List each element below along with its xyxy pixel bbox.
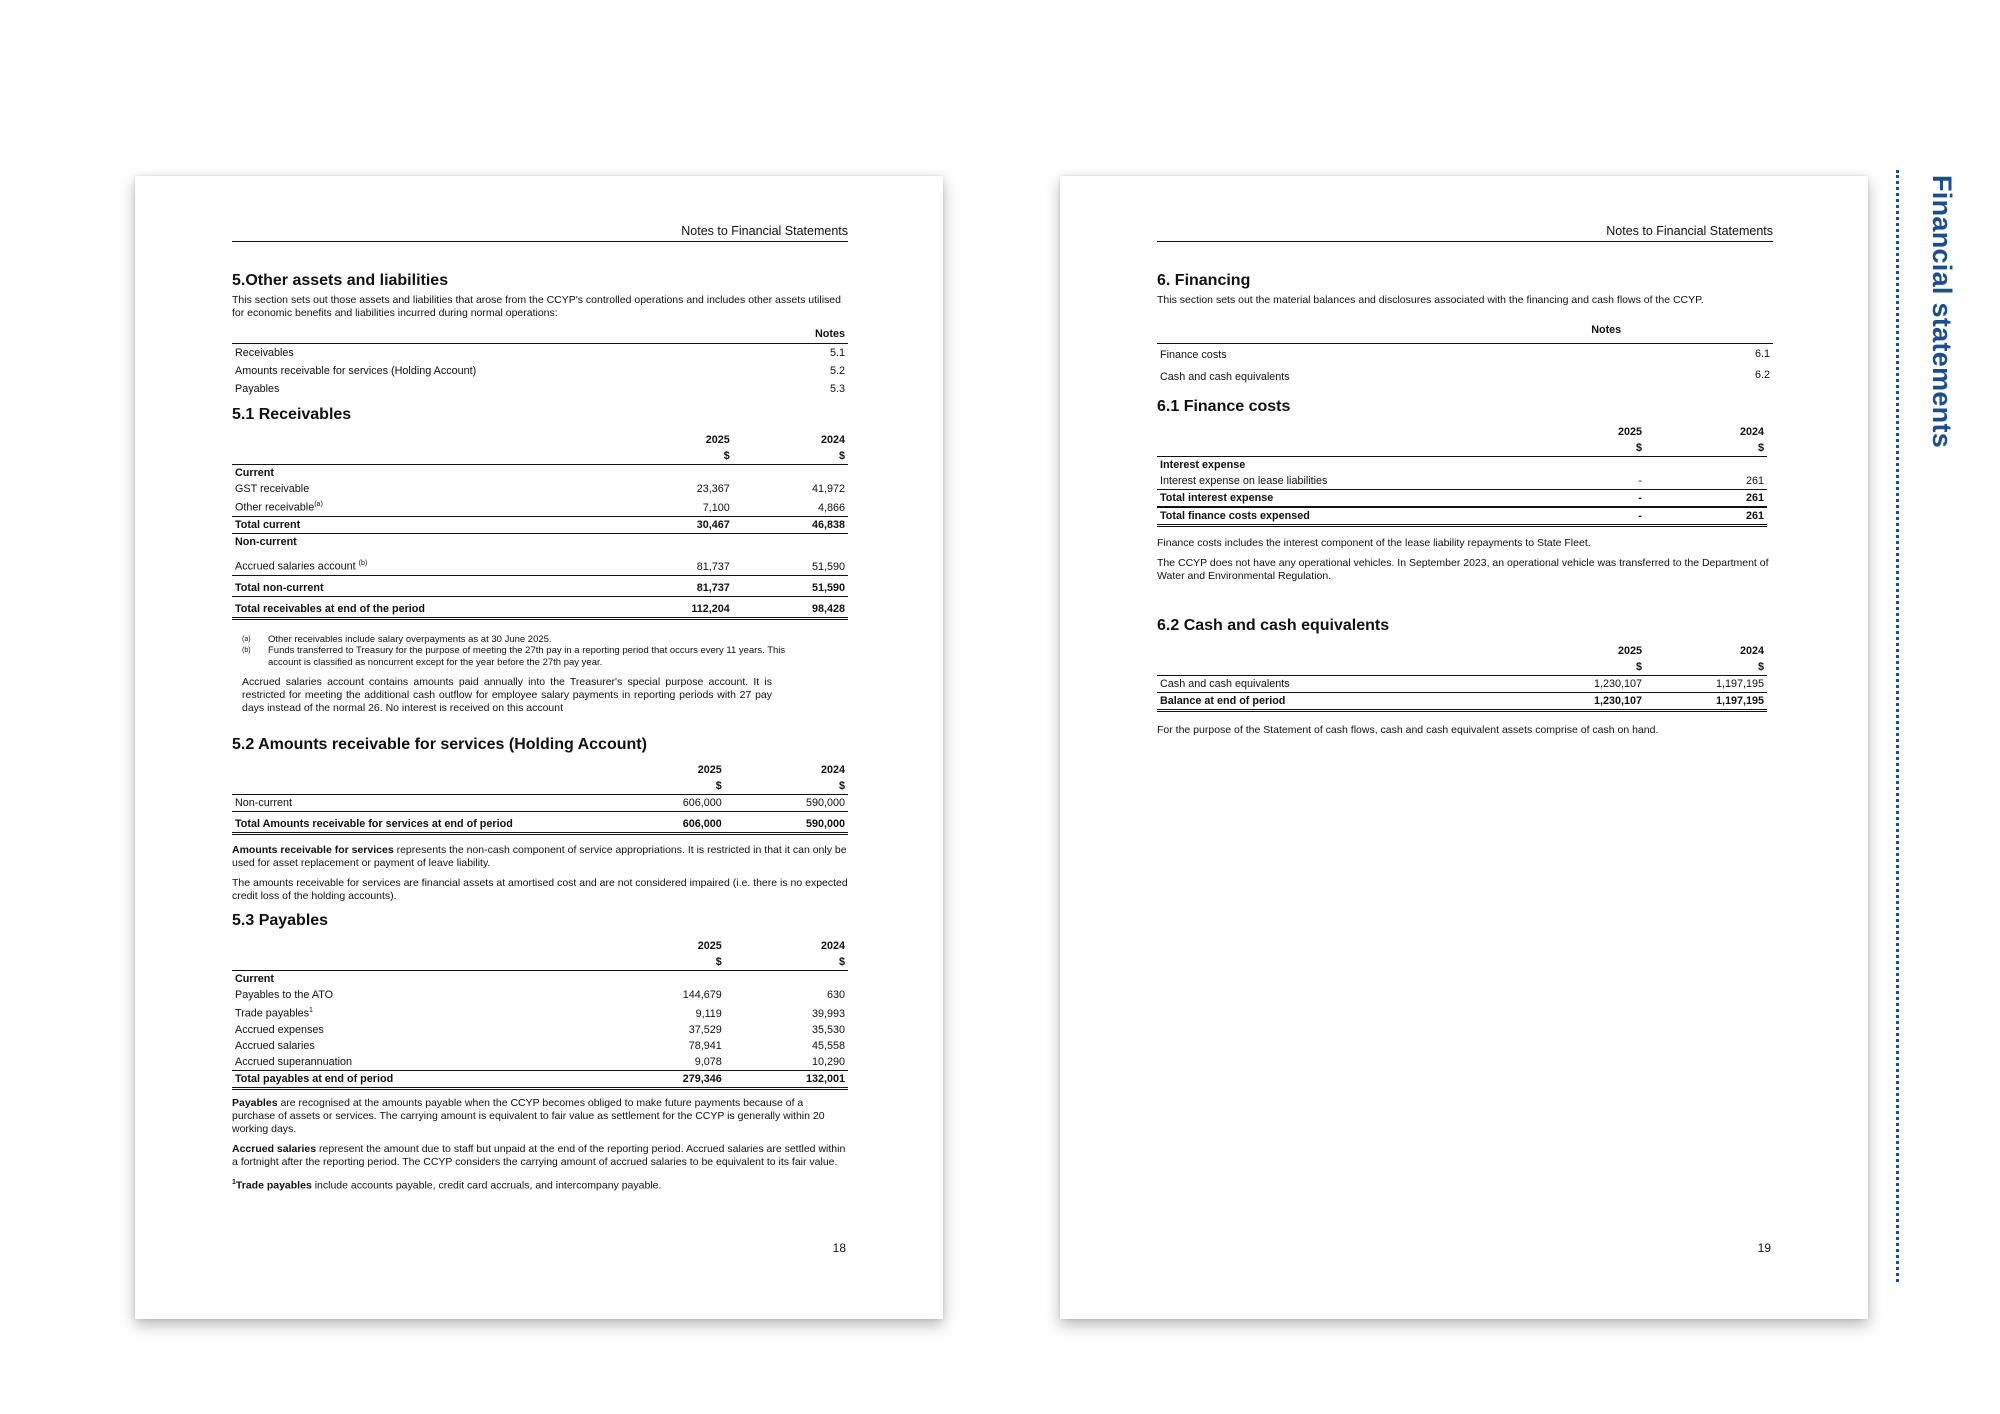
year-2024: 2024 bbox=[1739, 645, 1764, 657]
notes-label: Payables bbox=[235, 383, 280, 395]
finance-costs-table bbox=[1157, 424, 1767, 527]
footnote-mark: (a) bbox=[242, 635, 251, 643]
para-text: are recognised at the amounts payable when the CCYP becomes obliged to make future payments because of a purchase of assets or services. The carrying amount is equivalent to fair value as settlement for the CCYP is generally within 20 working days. bbox=[232, 1096, 825, 1135]
notes-header: Notes bbox=[815, 328, 845, 340]
payables-para-2 bbox=[232, 1143, 848, 1169]
notes-row bbox=[232, 362, 848, 380]
value-2024: 261 bbox=[1745, 492, 1764, 504]
currency: $ bbox=[602, 448, 733, 465]
table-row bbox=[232, 1038, 848, 1054]
value-2024: 10,290 bbox=[725, 1054, 848, 1071]
value-2025: 606,000 bbox=[602, 812, 725, 834]
notes-label: Finance costs bbox=[1157, 344, 1588, 365]
section-5-intro: This section sets out those assets and liabilities that arose from the CCYP's controlled operations and includes other assets utilised for economic benefits and liabilities incurred during normal operations: bbox=[232, 294, 841, 319]
notes-ref: 5.2 bbox=[829, 365, 845, 377]
value-2024: 35,530 bbox=[811, 1023, 845, 1036]
page-18-content bbox=[232, 224, 848, 1192]
notes-ref: 5.3 bbox=[829, 383, 845, 395]
currency: $ bbox=[602, 954, 725, 971]
value-2024: 98,428 bbox=[733, 596, 848, 618]
footnote-ref: 1 bbox=[309, 1007, 313, 1015]
value-2025: 37,529 bbox=[688, 1023, 722, 1036]
bold-term: Accrued salaries bbox=[232, 1142, 317, 1155]
table-row bbox=[1157, 473, 1767, 490]
section-6-notes-table bbox=[1157, 321, 1773, 386]
value-2024: 261 bbox=[1645, 507, 1767, 526]
notes-ref: 6.2 bbox=[1754, 369, 1770, 381]
currency: $ bbox=[1645, 659, 1767, 676]
value-2025: 7,100 bbox=[602, 497, 733, 516]
holding-account-para-2: The amounts receivable for services are financial assets at amortised cost and are not considered impaired (i.e. there is no expected credit loss of the holding accounts). bbox=[232, 877, 848, 903]
footnote-ref: (a) bbox=[314, 501, 323, 508]
value-2025: - bbox=[1523, 473, 1645, 490]
interest-heading: Interest expense bbox=[1160, 459, 1246, 471]
section-5-title: 5.Other assets and liabilities bbox=[232, 272, 449, 289]
finance-costs-para-2: The CCYP does not have any operational vehicles. In September 2023, an operational vehicle was transferred to the Department of Water and Environmental Regulation. bbox=[1157, 557, 1769, 582]
footnote-ref: (b) bbox=[358, 560, 368, 567]
bold-term: Payables bbox=[232, 1096, 278, 1109]
table-row bbox=[232, 1003, 848, 1022]
page-number: 18 bbox=[832, 1241, 846, 1255]
row-label: Total payables at end of period bbox=[232, 1070, 602, 1088]
receivables-table bbox=[232, 432, 848, 620]
year-2025: 2025 bbox=[697, 940, 722, 953]
value-2025: 606,000 bbox=[602, 795, 725, 812]
grand-total-row bbox=[232, 596, 848, 618]
total-row bbox=[1157, 693, 1767, 711]
payables-para-1 bbox=[232, 1097, 848, 1136]
total-row bbox=[232, 516, 848, 533]
value-2024: 51,590 bbox=[733, 550, 848, 576]
total-row bbox=[232, 1070, 848, 1088]
holding-account-table bbox=[232, 762, 848, 835]
table-row bbox=[232, 481, 848, 497]
payables-table bbox=[232, 938, 848, 1090]
section-5-notes-table bbox=[232, 325, 848, 398]
section-6-title: 6. Financing bbox=[1157, 272, 1251, 289]
notes-ref: 6.1 bbox=[1705, 344, 1773, 365]
row-label-text: Accrued salaries account bbox=[235, 560, 356, 573]
row-label: Cash and cash equivalents bbox=[1157, 676, 1523, 693]
value-2025: 1,230,107 bbox=[1523, 676, 1645, 693]
value-2025: 1,230,107 bbox=[1523, 693, 1645, 711]
notes-label: Receivables bbox=[232, 344, 770, 363]
value-2024: 590,000 bbox=[725, 812, 848, 834]
holding-account-para-1 bbox=[232, 844, 848, 870]
current-heading: Current bbox=[235, 467, 274, 479]
section-5-2-title: 5.2 Amounts receivable for services (Holding Account) bbox=[232, 736, 647, 754]
row-label bbox=[232, 497, 602, 516]
value-2025: 81,737 bbox=[602, 550, 733, 576]
notes-header: Notes bbox=[1591, 324, 1622, 336]
section-5-1-title: 5.1 Receivables bbox=[232, 406, 352, 423]
row-label: Total current bbox=[232, 516, 602, 533]
section-6-2-title: 6.2 Cash and cash equivalents bbox=[1157, 617, 1390, 634]
row-label bbox=[232, 550, 602, 576]
bold-term: Trade payables bbox=[235, 1179, 312, 1192]
value-2024: 630 bbox=[826, 989, 845, 1002]
row-label: Total Amounts receivable for services at end of period bbox=[232, 812, 602, 834]
page-19-content bbox=[1157, 224, 1773, 737]
value-2024: 261 bbox=[1645, 473, 1767, 490]
cash-table bbox=[1157, 643, 1767, 712]
page-18 bbox=[135, 176, 943, 1319]
noncurrent-heading: Non-current bbox=[235, 535, 297, 548]
table-row bbox=[232, 1022, 848, 1038]
para-text: represents the non-cash component of service appropriations. It is restricted in that it can only be used for asset replacement or payment of leave liability. bbox=[232, 844, 847, 870]
row-label bbox=[232, 1003, 602, 1022]
section-6-intro: This section sets out the material balances and disclosures associated with the financing and cash flows of the CCYP. bbox=[1157, 294, 1704, 306]
total-row bbox=[232, 812, 848, 834]
row-label: Accrued superannuation bbox=[232, 1054, 602, 1071]
total-row bbox=[1157, 490, 1767, 508]
row-label: Total non-current bbox=[232, 575, 602, 596]
row-label: Accrued salaries bbox=[235, 1039, 315, 1052]
value-2025: 81,737 bbox=[602, 575, 733, 596]
row-label: Non-current bbox=[232, 795, 602, 812]
section-6-1-title: 6.1 Finance costs bbox=[1157, 398, 1291, 415]
notes-label: Amounts receivable for services (Holding Account) bbox=[235, 365, 477, 377]
currency: $ bbox=[725, 778, 848, 795]
value-2024: 1,197,195 bbox=[1645, 693, 1767, 711]
year-2024: 2024 bbox=[820, 434, 845, 446]
footnote-mark: (b) bbox=[242, 647, 251, 655]
row-label: Interest expense on lease liabilities bbox=[1157, 473, 1523, 490]
notes-label: Cash and cash equivalents bbox=[1160, 371, 1290, 383]
sidebar-dotted-rule bbox=[1896, 170, 1899, 1282]
currency: $ bbox=[1645, 440, 1767, 457]
value-2024: 132,001 bbox=[725, 1070, 848, 1088]
notes-row bbox=[1157, 344, 1773, 365]
year-2024: 2024 bbox=[820, 940, 845, 953]
value-2024: 1,197,195 bbox=[1645, 676, 1767, 693]
value-2025: - bbox=[1523, 507, 1645, 526]
value-2025: 9,078 bbox=[602, 1054, 725, 1071]
value-2024: 590,000 bbox=[725, 795, 848, 812]
notes-ref: 5.1 bbox=[770, 344, 848, 363]
year-2024: 2024 bbox=[820, 764, 845, 777]
currency: $ bbox=[725, 954, 848, 971]
value-2025: 279,346 bbox=[602, 1070, 725, 1088]
para-text: represent the amount due to staff but unpaid at the end of the reporting period. Accrued salaries are settled within a fortnight after the reporting period. The CCYP considers the carrying amount of accrued salaries to be equivalent to its fair value. bbox=[232, 1142, 846, 1168]
cash-para: For the purpose of the Statement of cash flows, cash and cash equivalent assets comprise of cash on hand. bbox=[1157, 724, 1659, 736]
row-label-text: Trade payables bbox=[235, 1007, 310, 1020]
row-label: Accrued expenses bbox=[235, 1023, 324, 1036]
footnote-a bbox=[242, 634, 787, 646]
notes-row bbox=[1157, 364, 1773, 386]
bold-term: Amounts receivable for services bbox=[232, 844, 394, 857]
running-header: Notes to Financial Statements bbox=[232, 224, 848, 242]
footnote-ref: 1 bbox=[232, 1178, 236, 1186]
total-row bbox=[232, 575, 848, 596]
value-2024: 39,993 bbox=[811, 1007, 845, 1020]
accrued-salaries-para: Accrued salaries account contains amounts paid annually into the Treasurer's special purpose account. It is restricted for meeting the additional cash outflow for employee salary payments in reporting periods with 27 pay days instead of the normal 26. No interest is received on this account bbox=[242, 676, 772, 715]
payables-para-3 bbox=[232, 1176, 848, 1193]
year-2025: 2025 bbox=[1617, 426, 1642, 438]
footnote-text: Funds transferred to Treasury for the purpose of meeting the 27th pay in a reporting period that occurs every 11 years. This account is classified as noncurrent except for the year before the 27th pay year. bbox=[268, 645, 786, 668]
notes-row bbox=[232, 380, 848, 398]
currency: $ bbox=[1523, 440, 1645, 457]
grand-total-row bbox=[1157, 507, 1767, 526]
year-2025: 2025 bbox=[705, 434, 730, 446]
value-2024: 46,838 bbox=[733, 516, 848, 533]
row-label: Balance at end of period bbox=[1157, 693, 1523, 711]
value-2025: 30,467 bbox=[602, 516, 733, 533]
page-19 bbox=[1060, 176, 1868, 1319]
section-5-3-title: 5.3 Payables bbox=[232, 912, 329, 930]
value-2025: - bbox=[1638, 492, 1642, 504]
receivables-footnotes bbox=[232, 634, 787, 669]
para-text: include accounts payable, credit card accruals, and intercompany payable. bbox=[311, 1179, 662, 1192]
sidebar-section-title: Financial statements bbox=[1927, 175, 1957, 449]
year-2024: 2024 bbox=[1739, 426, 1764, 438]
currency: $ bbox=[1523, 659, 1645, 676]
currency: $ bbox=[602, 778, 725, 795]
row-label: Total finance costs expensed bbox=[1157, 507, 1523, 526]
year-2025: 2025 bbox=[697, 764, 722, 777]
value-2025: 23,367 bbox=[696, 483, 730, 495]
value-2025: 78,941 bbox=[688, 1039, 722, 1052]
table-row bbox=[232, 550, 848, 576]
table-row bbox=[1157, 676, 1767, 693]
page-number: 19 bbox=[1757, 1241, 1771, 1255]
footnote-text: Other receivables include salary overpayments as at 30 June 2025. bbox=[268, 633, 552, 645]
row-label: Payables to the ATO bbox=[235, 989, 334, 1002]
value-2025: 112,204 bbox=[602, 596, 733, 618]
table-row bbox=[232, 795, 848, 812]
year-2025: 2025 bbox=[1617, 645, 1642, 657]
running-header: Notes to Financial Statements bbox=[1157, 224, 1773, 242]
row-label-text: Other receivable bbox=[235, 501, 315, 514]
row-label: GST receivable bbox=[235, 483, 310, 495]
value-2024: 51,590 bbox=[733, 575, 848, 596]
table-row bbox=[232, 1054, 848, 1071]
table-row bbox=[232, 987, 848, 1003]
currency: $ bbox=[733, 448, 848, 465]
finance-costs-para-1: Finance costs includes the interest component of the lease liability repayments to State Fleet. bbox=[1157, 537, 1591, 549]
row-label: Total interest expense bbox=[1160, 492, 1274, 504]
footnote-b bbox=[242, 645, 787, 668]
table-row bbox=[232, 497, 848, 516]
value-2024: 4,866 bbox=[733, 497, 848, 516]
value-2024: 45,558 bbox=[811, 1039, 845, 1052]
value-2025: 144,679 bbox=[682, 989, 722, 1002]
row-label: Total receivables at end of the period bbox=[232, 596, 602, 618]
notes-row bbox=[232, 344, 848, 363]
value-2024: 41,972 bbox=[811, 483, 845, 495]
current-heading: Current bbox=[235, 973, 274, 986]
value-2025: 9,119 bbox=[695, 1007, 722, 1020]
